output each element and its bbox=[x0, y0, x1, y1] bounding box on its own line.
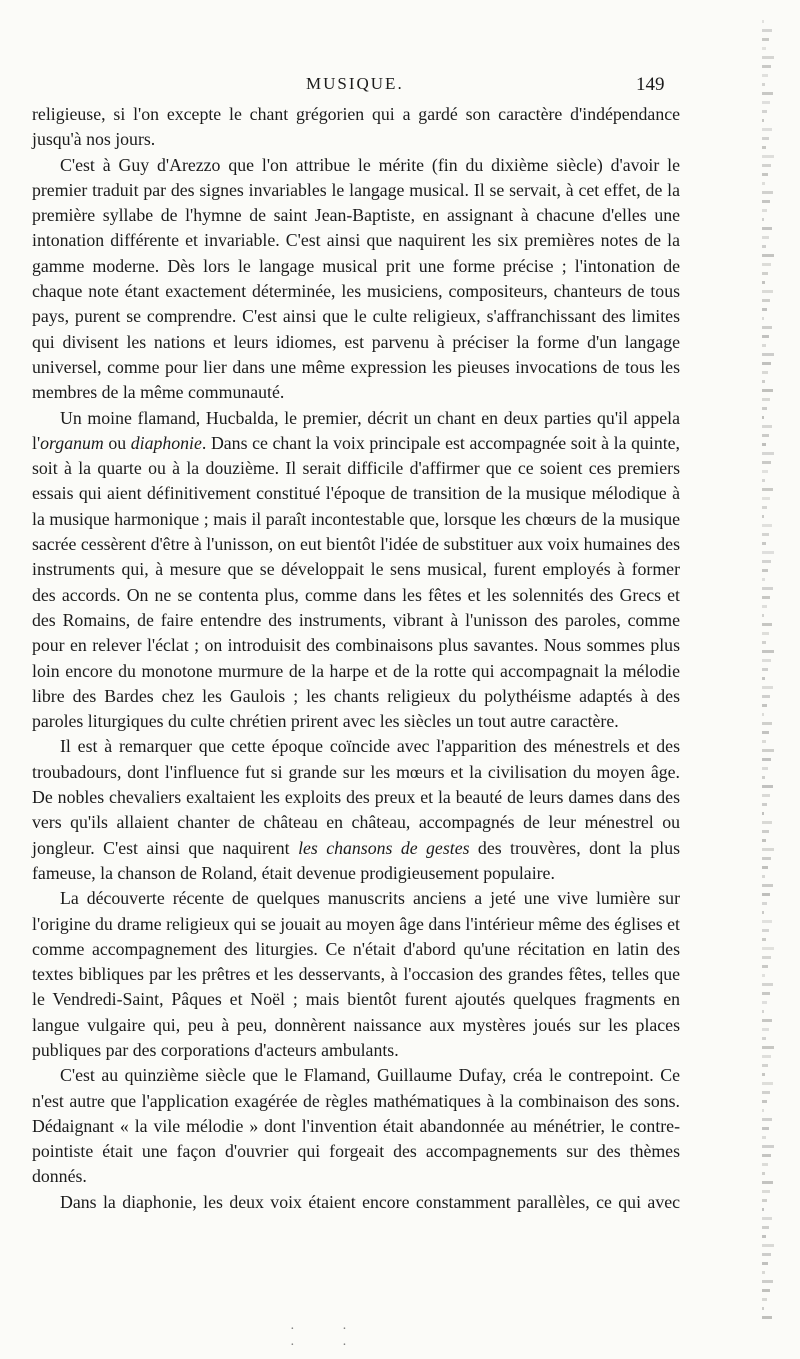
edge-mark bbox=[762, 1226, 769, 1229]
edge-mark bbox=[762, 821, 772, 824]
edge-mark bbox=[762, 542, 766, 545]
text-run: Il est à remarquer que cette époque coïncide avec l'apparition des ménestrels et des troubadours, dont l'influence fut si grande sur les mœurs et la civilisation du moyen âge. De nobles chevaliers exaltaient les exploits des preux et la beauté de leurs dames dans des vers qu'ils allaient chanter de château en château, accompagnés de leur ménestrel ou jongleur. C'est ainsi que naquirent bbox=[32, 736, 680, 858]
edge-mark bbox=[762, 1307, 764, 1310]
edge-mark bbox=[762, 443, 766, 446]
edge-mark bbox=[762, 452, 774, 455]
edge-mark bbox=[762, 596, 770, 599]
edge-mark bbox=[762, 857, 771, 860]
edge-mark bbox=[762, 1100, 767, 1103]
edge-mark bbox=[762, 236, 769, 239]
edge-mark bbox=[762, 884, 773, 887]
edge-mark bbox=[762, 1316, 772, 1319]
edge-mark bbox=[762, 173, 768, 176]
edge-mark bbox=[762, 155, 774, 158]
running-title: MUSIQUE. bbox=[306, 74, 404, 93]
edge-mark bbox=[762, 704, 767, 707]
edge-mark bbox=[762, 866, 768, 869]
edge-mark bbox=[762, 1046, 774, 1049]
edge-mark bbox=[762, 335, 769, 338]
paragraph bbox=[32, 1190, 680, 1215]
edge-mark bbox=[762, 533, 769, 536]
edge-mark bbox=[762, 209, 767, 212]
edge-mark bbox=[762, 947, 774, 950]
edge-mark bbox=[762, 425, 772, 428]
edge-mark bbox=[762, 893, 770, 896]
edge-mark bbox=[762, 290, 773, 293]
edge-mark bbox=[762, 164, 771, 167]
edge-mark bbox=[762, 1055, 771, 1058]
edge-mark bbox=[762, 956, 771, 959]
edge-mark bbox=[762, 677, 765, 680]
edge-mark bbox=[762, 110, 767, 113]
edge-mark bbox=[762, 875, 765, 878]
edge-mark bbox=[762, 434, 769, 437]
edge-mark bbox=[762, 758, 771, 761]
edge-mark bbox=[762, 1271, 765, 1274]
italic-term: diaphonie bbox=[130, 432, 202, 453]
edge-mark bbox=[762, 1298, 767, 1301]
edge-mark bbox=[762, 515, 764, 518]
text-run: des trouvères, dont la plus fameuse, la chanson de Roland, était devenue prodigieusement populaire. bbox=[32, 837, 681, 883]
edge-mark bbox=[762, 1217, 772, 1220]
edge-mark bbox=[762, 362, 771, 365]
edge-mark bbox=[762, 1001, 767, 1004]
edge-mark bbox=[762, 344, 766, 347]
edge-mark bbox=[762, 578, 765, 581]
edge-mark bbox=[762, 488, 773, 491]
edge-mark bbox=[762, 74, 768, 77]
edge-mark bbox=[762, 137, 769, 140]
text-run: ou bbox=[103, 432, 131, 453]
edge-mark bbox=[762, 659, 771, 662]
paragraph bbox=[32, 406, 680, 735]
edge-mark bbox=[762, 200, 770, 203]
edge-mark bbox=[762, 560, 771, 563]
edge-mark bbox=[762, 326, 772, 329]
edge-mark bbox=[762, 1064, 768, 1067]
edge-mark bbox=[762, 1082, 773, 1085]
text-run: La découverte récente de quelques manuscrits anciens a jeté une vive lumière sur l'origine du drame religieux qui se jouait au moyen âge dans l'intérieur même des églises et comme accompagnement des liturgies. Ce n'était d'abord qu'une récitation en latin des textes bibliques par les prêtres et les desservants, à l'occasion des grandes fêtes, telles que le Vendredi-Saint, Pâques et Noël ; mais bientôt furent ajoutés quelques fragments en langue vulgaire qui, peu à peu, donnèrent naissance aux mystères joués sur les places publiques par des corporations d'acteurs ambulants. bbox=[32, 888, 680, 1060]
edge-mark bbox=[762, 1163, 768, 1166]
edge-mark bbox=[762, 722, 772, 725]
edge-mark bbox=[762, 785, 773, 788]
edge-mark bbox=[762, 20, 764, 23]
edge-mark bbox=[762, 1235, 766, 1238]
edge-mark bbox=[762, 551, 774, 554]
edge-mark bbox=[762, 398, 770, 401]
edge-mark bbox=[762, 965, 768, 968]
edge-mark bbox=[762, 245, 766, 248]
edge-mark bbox=[762, 1190, 770, 1193]
edge-mark bbox=[762, 47, 766, 50]
paragraph bbox=[32, 734, 680, 886]
text-run: C'est à Guy d'Arezzo que l'on attribue le mérite (fin du dixième siècle) d'avoir le premier traduit par des signes invariables le langage musical. Il se servait, à cet effet, de la première syllabe de l'hymne de saint Jean-Baptiste, en assignant à chacune d'elles une intonation différente et invariable. C'est ainsi que naquirent les six premières notes de la gamme moderne. Dès lors le langage musical prit une forme précise ; l'intonation de chaque note étant exactement déterminée, les musiciens, compositeurs, chanteurs de tous pays, purent se comprendre. C'est ainsi que le culte religieux, s'affranchissant des limites qui divisent les nations et leurs idiomes, est parvenu à préciser la forme d'un langage universel, comme pour lier dans une même expression les pieuses invocations de tous les membres de la même communauté. bbox=[32, 154, 680, 403]
edge-mark bbox=[762, 524, 772, 527]
edge-mark bbox=[762, 668, 768, 671]
edge-mark bbox=[762, 1091, 770, 1094]
edge-mark bbox=[762, 686, 773, 689]
edge-mark bbox=[762, 263, 771, 266]
edge-mark bbox=[762, 974, 765, 977]
edge-mark bbox=[762, 1289, 770, 1292]
edge-mark bbox=[762, 65, 771, 68]
edge-mark bbox=[762, 281, 765, 284]
edge-mark bbox=[762, 1118, 772, 1121]
edge-mark bbox=[762, 416, 764, 419]
edge-mark bbox=[762, 1280, 773, 1283]
edge-mark bbox=[762, 1028, 769, 1031]
edge-mark bbox=[762, 1181, 773, 1184]
page-number: 149 bbox=[636, 74, 665, 95]
edge-mark bbox=[762, 218, 764, 221]
edge-mark bbox=[762, 605, 767, 608]
edge-mark bbox=[762, 1253, 771, 1256]
edge-mark bbox=[762, 920, 772, 923]
edge-mark bbox=[762, 1010, 764, 1013]
edge-mark bbox=[762, 992, 770, 995]
edge-mark bbox=[762, 812, 764, 815]
edge-mark bbox=[762, 56, 774, 59]
edge-mark bbox=[762, 1262, 768, 1265]
italic-term: organum bbox=[40, 432, 104, 453]
edge-mark bbox=[762, 614, 764, 617]
edge-mark bbox=[762, 29, 772, 32]
edge-mark bbox=[762, 929, 769, 932]
edge-mark bbox=[762, 470, 768, 473]
edge-mark bbox=[762, 389, 773, 392]
edge-mark bbox=[762, 983, 773, 986]
edge-mark bbox=[762, 1127, 769, 1130]
edge-mark bbox=[762, 254, 774, 257]
edge-mark bbox=[762, 380, 765, 383]
edge-mark bbox=[762, 1136, 766, 1139]
edge-mark bbox=[762, 767, 768, 770]
text-run: Un moine flamand, Hucbalda, le premier, décrit un chant en deux parties qu'il appela l' bbox=[32, 407, 680, 453]
edge-mark bbox=[762, 83, 765, 86]
edge-mark bbox=[762, 479, 765, 482]
edge-mark bbox=[762, 641, 766, 644]
edge-mark bbox=[762, 92, 773, 95]
edge-mark bbox=[762, 830, 769, 833]
edge-mark bbox=[762, 848, 774, 851]
text-run: Dans la diaphonie, les deux voix étaient encore constamment parallèles, ce qui avec bbox=[60, 1191, 680, 1212]
body-text bbox=[32, 102, 680, 1215]
page-header bbox=[0, 74, 800, 98]
edge-mark bbox=[762, 317, 764, 320]
edge-mark bbox=[762, 803, 767, 806]
paragraph bbox=[32, 1063, 680, 1189]
edge-mark bbox=[762, 569, 768, 572]
edge-mark bbox=[762, 407, 767, 410]
edge-mark bbox=[762, 272, 768, 275]
edge-mark bbox=[762, 227, 772, 230]
edge-mark bbox=[762, 1172, 765, 1175]
edge-mark bbox=[762, 794, 770, 797]
edge-mark bbox=[762, 191, 773, 194]
edge-mark bbox=[762, 938, 766, 941]
text-run: C'est au quinzième siècle que le Flamand, Guillaume Dufay, créa le contrepoint. Ce n'est autre que l'application exagérée de règles mathématiques à la combinaison des sons. Dédaignant « la vile mélodie » dont l'invention était abandonnée au ménétrier, le contre-pointiste était une façon d'ouvrier qui forgeait des accompagnements sur des thèmes donnés. bbox=[32, 1065, 680, 1187]
edge-mark bbox=[762, 902, 767, 905]
footer-marks: · · · · bbox=[290, 1322, 369, 1353]
edge-mark bbox=[762, 497, 770, 500]
edge-mark bbox=[762, 38, 769, 41]
edge-mark bbox=[762, 1037, 766, 1040]
edge-mark bbox=[762, 182, 765, 185]
edge-mark bbox=[762, 1073, 765, 1076]
edge-mark bbox=[762, 299, 770, 302]
edge-mark bbox=[762, 101, 770, 104]
paragraph bbox=[32, 153, 680, 406]
scan-edge-marks bbox=[758, 20, 780, 1340]
edge-mark bbox=[762, 146, 766, 149]
paragraph bbox=[32, 886, 680, 1063]
edge-mark bbox=[762, 650, 774, 653]
edge-mark bbox=[762, 128, 772, 131]
edge-mark bbox=[762, 1145, 774, 1148]
edge-mark bbox=[762, 623, 772, 626]
text-run: . Dans ce chant la voix principale est accompagnée soit à la quinte, soit à la quarte ou à la douzième. Il serait difficile d'affirmer que ce soient ces premiers essais qui aient définitivement constitué l'époque de transition de la musique mélodique à la musique harmonique ; mais il paraît incontestable que, lorsque les chœurs de la musique sacrée cessèrent d'être à l'unisson, on eut bientôt l'idée de substituer aux voix humaines des instruments qui, à mesure que se développait le sens musical, furent employés à former des accords. On ne se contenta plus, comme dans les fêtes et les solennités des Grecs et des Romains, de faire entendre des instruments, vibrant à l'unisson des paroles, comme pour en relever l'éclat ; on introduisit des combinaisons plus savantes. Nous sommes plus loin encore du monotone murmure de la harpe et de la rotte qui accompagnait la mélodie libre des Bardes chez les Gaulois ; les chants religieux du polythéisme adaptés à des paroles liturgiques du culte chrétien prirent avec les siècles un tout autre caractère. bbox=[32, 432, 680, 732]
italic-term: les chansons de gestes bbox=[298, 837, 470, 858]
edge-mark bbox=[762, 713, 764, 716]
paragraph bbox=[32, 102, 680, 153]
edge-mark bbox=[762, 776, 765, 779]
edge-mark bbox=[762, 1109, 764, 1112]
edge-mark bbox=[762, 461, 771, 464]
edge-mark bbox=[762, 695, 770, 698]
edge-mark bbox=[762, 1154, 771, 1157]
edge-mark bbox=[762, 506, 767, 509]
edge-mark bbox=[762, 1208, 764, 1211]
edge-mark bbox=[762, 911, 764, 914]
edge-mark bbox=[762, 839, 766, 842]
edge-mark bbox=[762, 353, 774, 356]
edge-mark bbox=[762, 1244, 774, 1247]
edge-mark bbox=[762, 740, 766, 743]
edge-mark bbox=[762, 371, 768, 374]
edge-mark bbox=[762, 587, 773, 590]
edge-mark bbox=[762, 1199, 767, 1202]
text-run: religieuse, si l'on excepte le chant grégorien qui a gardé son caractère d'indépendance jusqu'à nos jours. bbox=[32, 104, 680, 150]
edge-mark bbox=[762, 749, 774, 752]
edge-mark bbox=[762, 632, 769, 635]
edge-mark bbox=[762, 119, 764, 122]
edge-mark bbox=[762, 308, 767, 311]
edge-mark bbox=[762, 1019, 772, 1022]
edge-mark bbox=[762, 731, 769, 734]
